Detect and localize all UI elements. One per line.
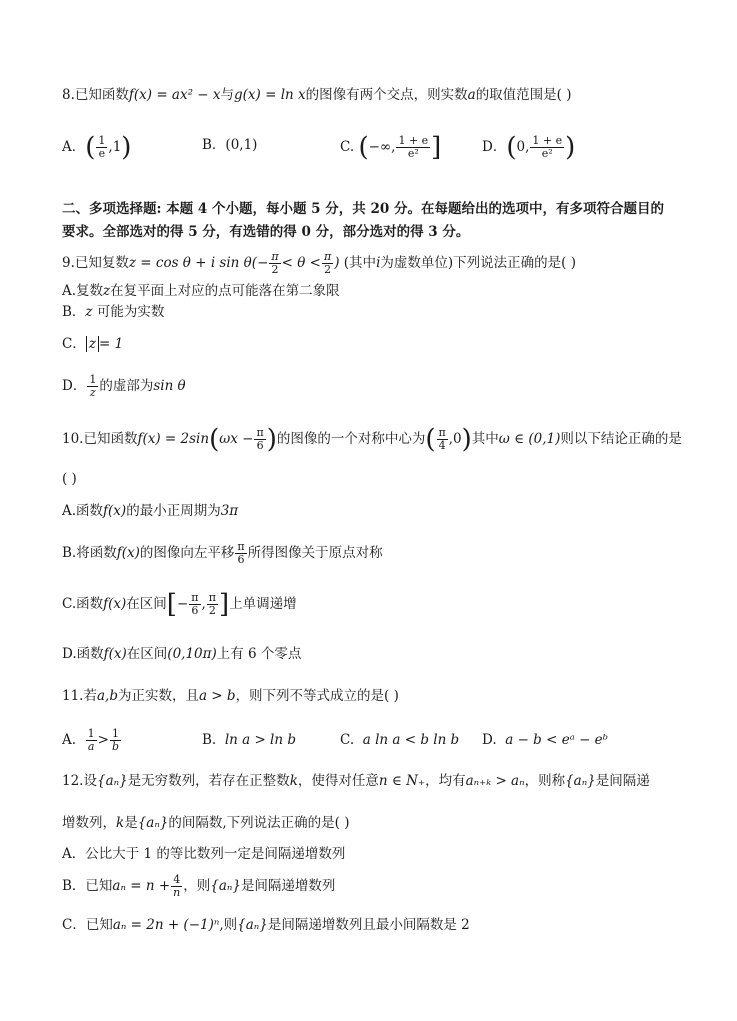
text: 为正实数，且	[117, 688, 199, 704]
q9-stem-c: 为虚数单位)下列说法正确的是( )	[380, 255, 576, 271]
text: ，使得对任意	[297, 773, 379, 789]
ineq: aₙ₊ₖ > aₙ	[465, 773, 525, 789]
text: ，均有	[425, 773, 466, 789]
fx: f(x)	[103, 596, 127, 612]
fraction: $\frac{\pi}{6}$	[191, 591, 199, 617]
q9-option-a[interactable]	[62, 281, 340, 301]
text: 上单调递增	[229, 596, 297, 612]
text: 的最小正周期为	[126, 503, 221, 519]
q8-stem-d: 的取值范围是( )	[475, 87, 572, 103]
text: 在复平面上对应的点可能落在第二象限	[110, 283, 340, 299]
text: C．已知	[62, 917, 113, 933]
fraction: $\frac{1 + e}{\text{e²}}$	[532, 134, 563, 160]
fraction: $\frac{1}{e}$	[98, 134, 106, 160]
fraction: $\frac{\pi}{4}$	[438, 426, 446, 452]
q11-option-a[interactable]: A. $\frac{1}{a}$ > $\frac{1}{b}$	[62, 727, 119, 753]
fraction: $\frac{\pi}{2}$	[323, 250, 332, 276]
q12-stem	[62, 771, 650, 791]
section2-line1: 二、多项选择题: 本题 4 个小题，每小题 5 分，共 20 分。在每题给出的选项中，有多项符合题目的	[62, 201, 664, 217]
text: 增数列，	[62, 815, 116, 831]
text: ，则下列不等式成立的是( )	[235, 688, 399, 704]
label: B．	[62, 304, 86, 320]
text: 在区间	[126, 646, 168, 662]
text: 是间隔递增数列	[240, 878, 336, 894]
text: 11.若	[62, 688, 97, 704]
text: 的图像的一个对称中心为	[276, 431, 426, 447]
text: 10.已知函数	[62, 431, 138, 447]
q8-stem-c: 的图像有两个交点，则实数	[305, 87, 468, 103]
seq: {aₙ}	[237, 917, 268, 933]
text: 是间隔递增数列且最小间隔数是 2	[267, 917, 470, 933]
option-label: D．	[482, 139, 507, 155]
option-left: −∞,	[368, 139, 396, 155]
fraction: $\frac{\pi}{2}$	[208, 591, 217, 617]
text: A.函数	[62, 503, 104, 519]
fx: f(x)	[103, 646, 127, 662]
text: = 1	[98, 336, 124, 352]
q11-option-c[interactable]	[340, 730, 459, 750]
option-text: (0,1)	[225, 137, 258, 153]
cond: a > b	[198, 688, 236, 704]
label: C．	[62, 336, 86, 352]
fraction: $\frac{1}{z}$	[89, 373, 97, 399]
q11-option-b[interactable]	[202, 730, 296, 750]
option-label: B．	[202, 137, 226, 153]
q8-stem-b: 与	[220, 87, 235, 103]
q8-stem	[62, 85, 572, 105]
text: 的间隔数,下列说法正确的是( )	[168, 815, 350, 831]
seq: {aₙ}	[210, 878, 241, 894]
cond: n ∈ N₊	[378, 773, 426, 789]
q9-stem-a: 9.已知复数	[62, 255, 129, 271]
text: 可能为实数	[96, 304, 165, 320]
q12-option-c[interactable]	[62, 915, 470, 935]
text: ,则	[219, 917, 238, 933]
label: D．	[62, 378, 87, 394]
q8-option-a[interactable]: A．( $\frac{1}{e}$ ,1)	[62, 132, 132, 163]
vars: a,b	[96, 688, 118, 704]
q9-expr: z = cos θ + i sin θ	[128, 255, 252, 271]
text: 的图像向左平移	[139, 545, 235, 561]
fraction: $\frac{4}{n}$	[173, 873, 181, 899]
q8-option-d[interactable]: D．(0, $\frac{1 + e}{\text{e²}}$ )	[482, 132, 576, 163]
text: C.函数	[62, 596, 104, 612]
text: 的虚部为	[99, 378, 154, 394]
var: z	[85, 304, 93, 320]
q12-option-a[interactable]: A．公比大于 1 的等比数列一定是间隔递增数列	[62, 846, 346, 862]
q12-option-b[interactable]	[62, 874, 335, 899]
expr: ln a > ln b	[224, 732, 297, 748]
text: 则以下结论正确的是	[560, 431, 682, 447]
expr: aₙ = 2n + (−1)ⁿ	[112, 917, 220, 933]
q11-stem	[62, 686, 399, 706]
fraction: $\frac{1}{a}$	[87, 727, 95, 753]
k: k	[289, 773, 298, 789]
section2-line2: 要求。全部选对的得 5 分，有选错的得 0 分，部分选对的得 3 分。	[62, 224, 470, 240]
option-label: A．	[62, 139, 86, 155]
option-right: 1	[112, 139, 122, 155]
option-left: 0,	[516, 139, 530, 155]
abs-z: z	[86, 336, 99, 352]
text: D.函数	[62, 646, 104, 662]
label: C.	[340, 732, 355, 748]
var: z	[103, 283, 111, 299]
text: 上有 6 个零点	[216, 646, 302, 662]
label: D.	[482, 732, 497, 748]
q8-option-b[interactable]	[202, 135, 257, 155]
fraction: $\frac{1}{b}$	[111, 727, 119, 753]
label: B.	[202, 732, 217, 748]
k: k	[116, 815, 125, 831]
q9-stem: 9.已知复数z = cos θ + i sin θ(− $\frac{\pi}{2}$ < θ < $\frac{\pi}{2}$ ) (其中i为虚数单位)下列说法正确的是( )	[62, 250, 576, 276]
text: 在区间	[126, 596, 167, 612]
fraction: $\frac{\pi}{2}$	[271, 250, 279, 276]
fraction: $\frac{\pi}{6}$	[256, 426, 264, 452]
q10-option-b[interactable]	[62, 541, 383, 566]
q8-g-def: g(x) = ln x	[234, 87, 306, 103]
expr: a ln a < b ln b	[362, 732, 460, 748]
interval: (0,10π)	[167, 646, 217, 662]
seq: {aₙ}	[96, 773, 128, 789]
q10-option-a[interactable]	[62, 501, 238, 521]
q12-stem-line2	[62, 813, 350, 833]
text: 12.设	[62, 773, 97, 789]
fraction: $\frac{\pi}{6}$	[237, 540, 245, 566]
q9-option-b[interactable]	[62, 302, 164, 322]
q8-option-c[interactable]: C. (−∞, $\frac{1 + e}{\text{e²}}$ ]	[340, 132, 442, 163]
q9-stem-b: (其中	[343, 255, 377, 271]
q10-stem: 10.已知函数f(x) = 2sin(ωx − $\frac{\pi}{6}$ )的图像的一个对称中心为( $\frac{\pi}{4}$ ,0)其中ω ∈ (0,1)则以下结论正确的是	[62, 424, 682, 455]
q11-option-d[interactable]	[482, 730, 608, 750]
text: 所得图像关于原点对称	[247, 545, 383, 561]
expr: a − b < eᵃ − eᵇ	[505, 732, 609, 748]
omega: ω ∈ (0,1)	[498, 431, 561, 447]
q8-f-def: f(x) = ax² − x	[128, 87, 221, 103]
expr: f(x) = 2sin	[137, 431, 210, 447]
text: 是间隔递	[595, 773, 650, 789]
value: sin θ	[153, 378, 186, 394]
fx: f(x)	[116, 545, 140, 561]
fraction: $\frac{1 + e}{\text{e²}}$	[398, 134, 429, 160]
q10-option-c[interactable]: C.函数f(x)在区间[− $\frac{\pi}{6}$ , $\frac{\pi}{2}$ ]上单调递增	[62, 589, 297, 620]
text: ，则称	[524, 773, 566, 789]
value: 3π	[220, 503, 239, 519]
q10-option-d[interactable]	[62, 644, 301, 664]
seq: {aₙ}	[137, 815, 169, 831]
q9-option-c[interactable]	[62, 334, 123, 354]
label: A.	[62, 732, 77, 748]
text: ，则	[183, 878, 211, 894]
q9-i: i	[376, 255, 381, 271]
text: 其中	[471, 431, 499, 447]
q9-option-d[interactable]	[62, 374, 186, 399]
option-label: C.	[340, 139, 355, 155]
expr: aₙ = n +	[112, 878, 171, 894]
fx: f(x)	[103, 503, 127, 519]
q10-paren: ( )	[62, 471, 77, 487]
label: A.复数	[62, 283, 104, 299]
text: 是	[124, 815, 138, 831]
text: B．已知	[62, 878, 113, 894]
text: 是无穷数列，若存在正整数	[127, 773, 290, 789]
q8-stem-a: 8.已知函数	[62, 87, 129, 103]
q8-var: a	[467, 87, 476, 103]
text: B.将函数	[62, 545, 117, 561]
seq: {aₙ}	[565, 773, 596, 789]
